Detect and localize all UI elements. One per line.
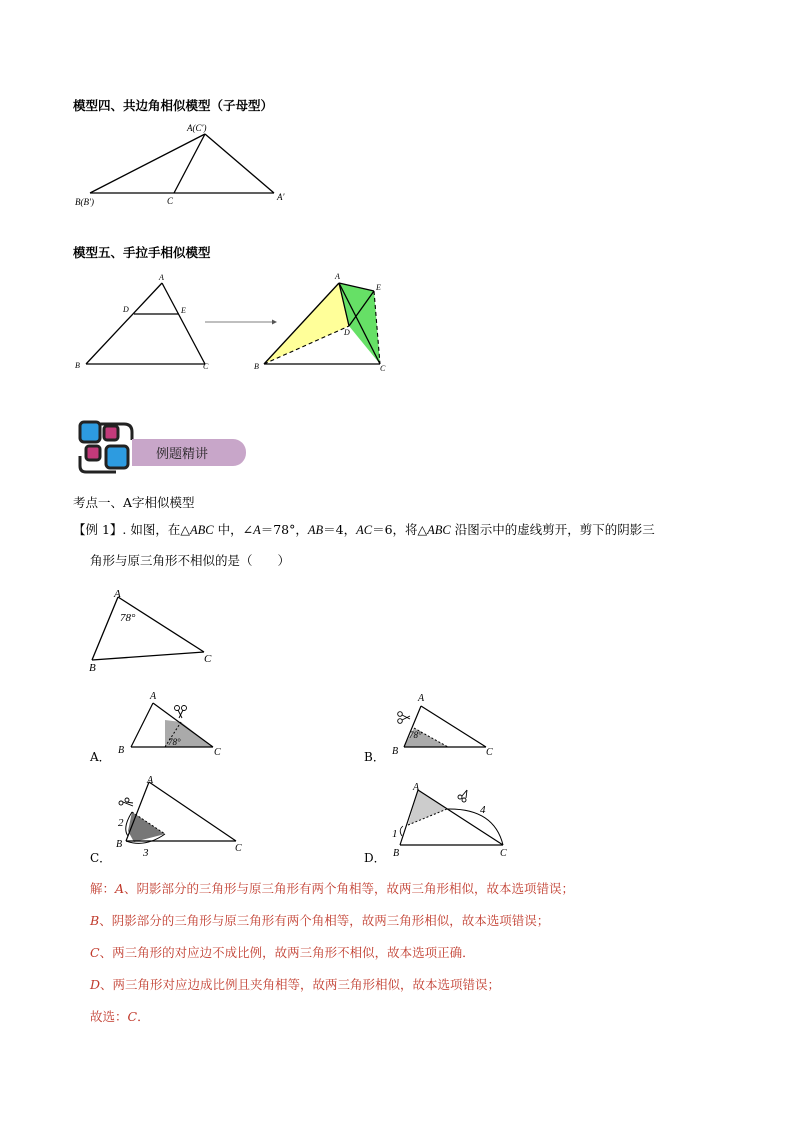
opt-c-label-a: A xyxy=(147,775,154,786)
main-angle: 78° xyxy=(120,612,136,624)
main-label-a: A xyxy=(114,588,121,600)
opt-a-angle: 78° xyxy=(168,737,181,747)
opt-b-angle: 78° xyxy=(409,730,422,740)
opt-a-label-c: C xyxy=(214,747,221,758)
model5-left-c: C xyxy=(203,362,209,371)
scissors-icon xyxy=(458,790,467,802)
solution-line-2: B、阴影部分的三角形与原三角形有两个角相等，故两三角形相似，故本选项错误； xyxy=(90,913,550,928)
model4-title: 模型四、共边角相似模型（子母型） xyxy=(73,98,274,113)
question-line1: 【例 1】. 如图，在△ABC 中，∠A＝78°，AB＝4，AC＝6，将△ABC 沿图示中的虚线剪开，剪下的阴影三 xyxy=(73,522,655,537)
model5-left-b: B xyxy=(75,361,80,370)
opt-c-label-c: C xyxy=(235,843,242,854)
opt-d-num-4: 4 xyxy=(480,804,486,816)
model5-right-c: C xyxy=(380,364,386,373)
opt-b-label-a: A xyxy=(418,693,425,704)
solution-line-3: C、两三角形的对应边不成比例，故两三角形不相似，故本选项正确． xyxy=(90,945,475,960)
solution-line-1: 解：A、阴影部分的三角形与原三角形有两个角相等，故两三角形相似，故本选项错误； xyxy=(90,881,575,896)
opt-a-label-b: B xyxy=(118,745,125,756)
option-c-label[interactable]: C． xyxy=(90,851,112,865)
banner-title: 例题精讲 xyxy=(156,447,209,462)
option-b-label[interactable]: B． xyxy=(364,750,385,764)
model5-right-b: B xyxy=(254,362,259,371)
opt-d-label-a: A xyxy=(413,782,420,793)
model5-left-a: A xyxy=(159,273,164,282)
model5-right-d: D xyxy=(344,328,350,337)
main-label-b: B xyxy=(89,662,96,674)
scissors-icon xyxy=(175,706,187,719)
question-line2: 角形与原三角形不相似的是（ ） xyxy=(90,553,291,568)
option-a-label[interactable]: A． xyxy=(90,750,111,764)
opt-c-num-2: 2 xyxy=(118,817,124,829)
model4-label-b: B(B′) xyxy=(75,197,94,207)
model5-left-d: D xyxy=(123,305,129,314)
model4-label-a2: A′ xyxy=(277,192,285,202)
section-title: 考点一、A字相似模型 xyxy=(73,495,195,510)
model4-label-c: C xyxy=(167,196,174,206)
opt-a-label-a: A xyxy=(150,691,157,702)
model5-right-a: A xyxy=(335,272,340,281)
opt-d-num-1: 1 xyxy=(392,828,398,840)
main-label-c: C xyxy=(204,653,212,665)
opt-b-label-b: B xyxy=(392,746,399,757)
opt-c-num-3: 3 xyxy=(143,847,149,859)
opt-d-label-b: B xyxy=(393,848,400,859)
solution-line-4: D、两三角形对应边成比例且夹角相等，故两三角形相似，故本选项错误； xyxy=(90,977,501,992)
option-d-label[interactable]: D． xyxy=(364,851,386,865)
scissors-icon xyxy=(398,712,410,724)
model5-title: 模型五、手拉手相似模型 xyxy=(73,245,211,260)
scissors-icon xyxy=(119,798,133,806)
model5-left-e: E xyxy=(181,306,186,315)
solution-answer: 故选：C． xyxy=(90,1009,150,1024)
model4-label-a: A(C′) xyxy=(187,123,207,133)
opt-b-label-c: C xyxy=(486,747,493,758)
opt-c-label-b: B xyxy=(116,839,123,850)
model5-right-e: E xyxy=(376,283,381,292)
opt-d-label-c: C xyxy=(500,848,507,859)
